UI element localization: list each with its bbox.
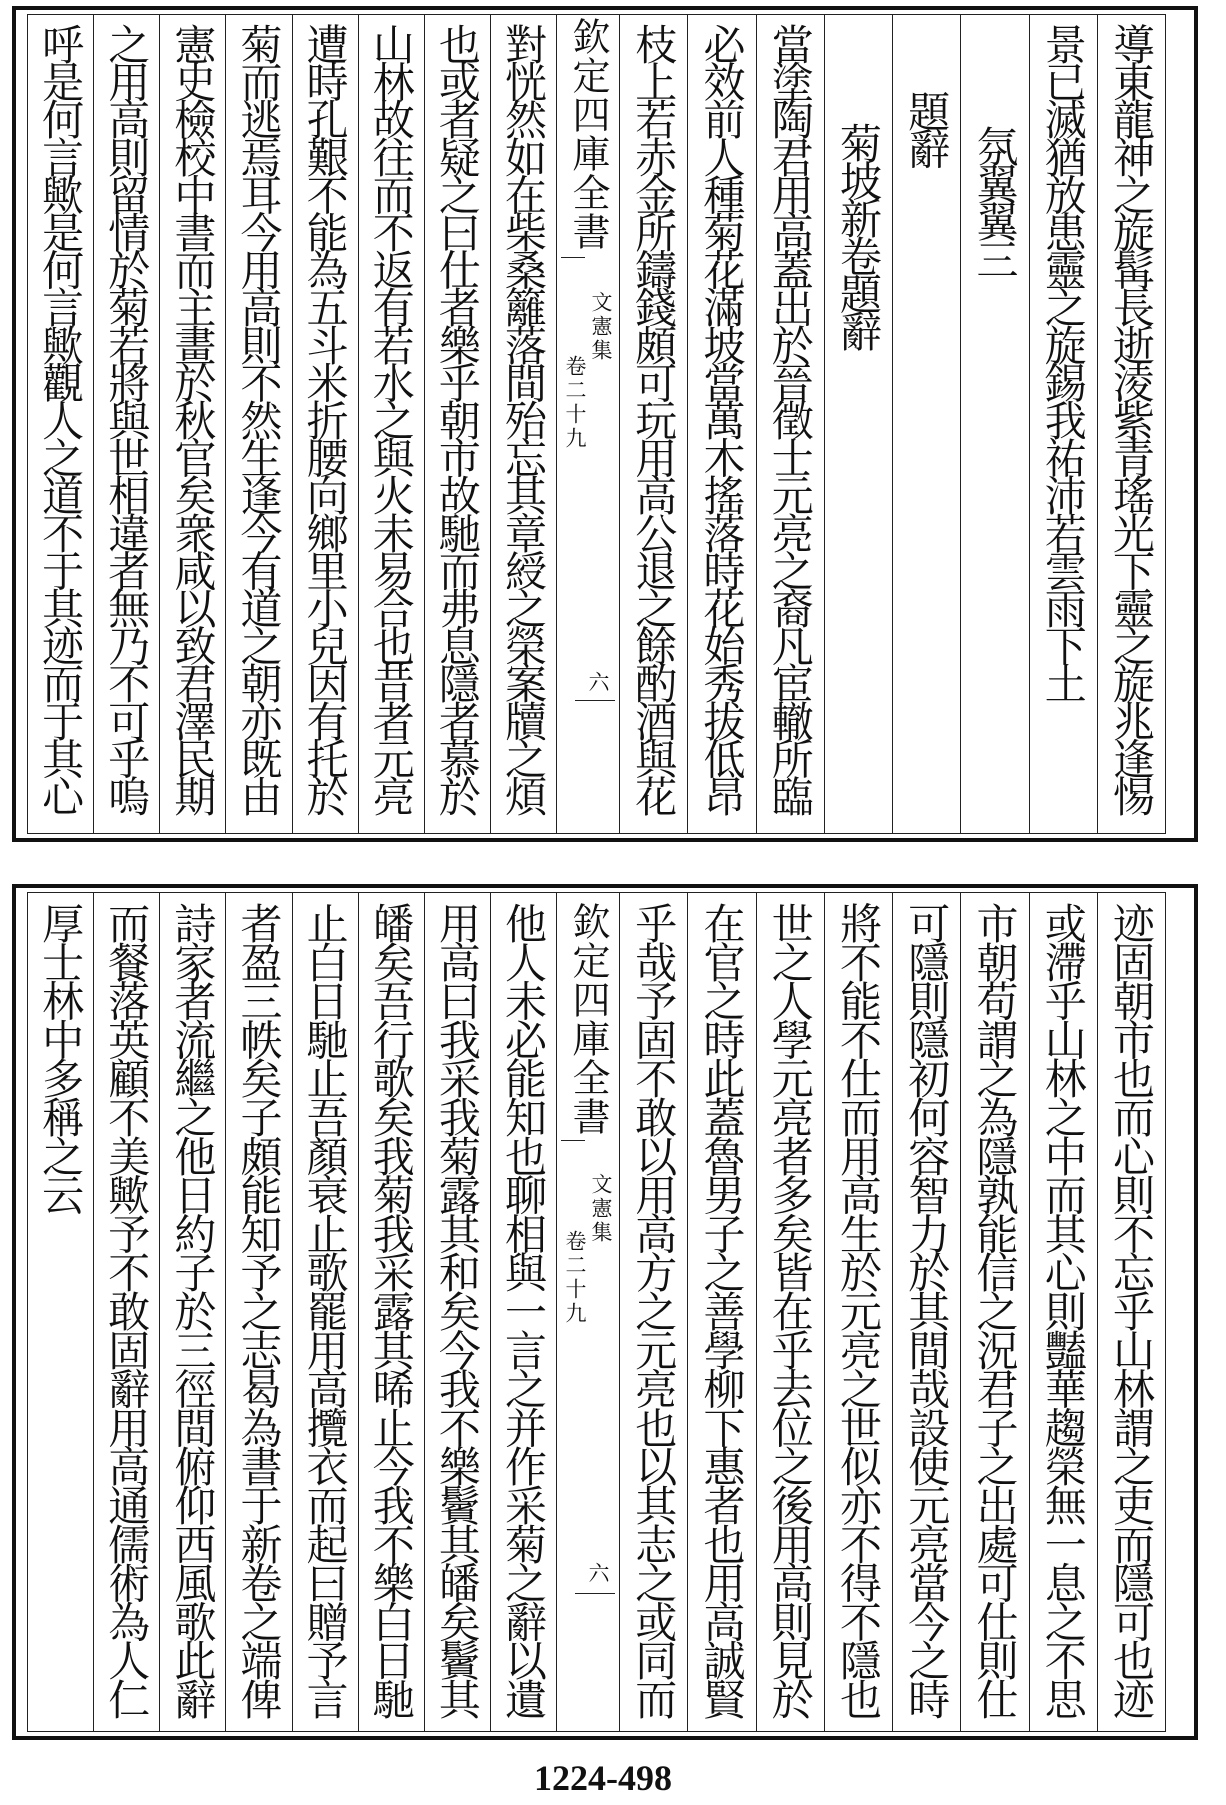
banxin-leaf-number: 六 [586, 671, 610, 695]
text-column: 或滯乎山林之中而其心則豔華趨榮無一息之不思 [1029, 893, 1097, 1731]
text-column: 厚士林中多稱之云 [36, 902, 86, 1213]
text-column: 氛翼翼三 [960, 15, 1028, 833]
text-column: 世之人學元亮者多矣皆在乎去位之後用高則見於 [756, 893, 824, 1731]
text-column: 而餐落英顧不美歟予不敢固辭用高通儒術為人仁 [93, 893, 159, 1731]
left-half-columns [28, 893, 556, 1731]
text-column: 對恍然如在柴桑籬落間殆忘其章綬之榮案牘之煩 [490, 15, 556, 833]
banxin-juan: 卷二十九 [563, 355, 587, 451]
right-half-columns [620, 15, 1165, 833]
text-column: 菊而逃焉耳今用高則不然生逢今有道之朝亦既由 [225, 15, 291, 833]
section-heading: 題辭 [892, 15, 960, 833]
text-column: 用高曰我采我菊露其和矣今我不樂鬢其皤矣鬢其 [424, 893, 490, 1731]
text-column: 在官之時此蓋魯男子之善學柳下惠者也用高誠賢 [687, 893, 755, 1731]
text-column: 可隱則隱初何容智力於其間哉設使元亮當今之時 [892, 893, 960, 1731]
banxin-book-title: 文憲集 [589, 291, 613, 363]
text-column: 也或者疑之曰仕者樂乎朝市故馳而弗息隱者慕於 [424, 15, 490, 833]
fishtail-line [575, 700, 615, 701]
fishtail-line [561, 1140, 585, 1141]
text-column: 者盈三帙矣子頗能知予之志曷為書于新卷之端俾 [225, 893, 291, 1731]
text-column: 他人未必能知也聊相與一言之并作采菊之辭以遺 [490, 893, 556, 1731]
page-number: 1224-498 [534, 1758, 672, 1798]
left-half-columns [28, 15, 556, 833]
fishtail-line [561, 257, 585, 258]
essay-title: 菊坡新卷題辭 [824, 15, 892, 833]
text-column: 景已滅猶放患靈之旋錫我祐沛若雲雨下土 [1029, 15, 1097, 833]
text-column: 當塗陶君用高蓋出於晉徵士元亮之裔凡宦轍所臨 [756, 15, 824, 833]
fishtail-line [575, 1593, 615, 1594]
text-block-top [27, 14, 1166, 834]
banxin-juan: 卷二十九 [563, 1230, 587, 1326]
text-column: 迹固朝市也而心則不忘乎山林謂之吏而隱可也迹 [1097, 893, 1165, 1731]
banxin-book-title: 文憲集 [589, 1173, 613, 1245]
text-column: 之用高則留情於菊若將與世相違者無乃不可乎嗚 [93, 15, 159, 833]
text-column: 山林故往而不返有若水之與火未易合也昔者元亮 [358, 15, 424, 833]
text-column: 憲史檢校中書而主畫於秋官矣衆咸以致君澤民期 [159, 15, 225, 833]
banxin-leaf-number: 六 [586, 1562, 610, 1586]
text-column: 止白日馳止吾顏衰止歌罷用高攬衣而起曰贈予言 [292, 893, 358, 1731]
right-half-columns [620, 893, 1165, 1731]
text-column: 皤矣吾行歌矣我菊我采露其晞止今我不樂白日馳 [358, 893, 424, 1731]
banxin [556, 15, 620, 833]
banxin-title: 欽定四庫全書 [566, 902, 610, 1136]
text-column: 枝上若赤金所鑄錢頗可玩用高公退之餘酌酒與花 [629, 23, 679, 813]
banxin-title: 欽定四庫全書 [566, 17, 610, 251]
text-column: 呼是何言歟是何言歟觀人之道不于其迹而于其心 [36, 23, 86, 813]
text-column: 必效前人種菊花滿坡當萬木搖落時花始秀拔低昂 [687, 15, 755, 833]
text-column: 詩家者流繼之他日約子於三徑間俯仰西風歌此辭 [159, 893, 225, 1731]
banxin [556, 893, 620, 1731]
text-column: 將不能不仕而用高生於元亮之世似亦不得不隱也 [824, 893, 892, 1731]
text-column: 乎哉予固不敢以用高方之元亮也以其志之或同而 [629, 902, 679, 1717]
text-column: 導東龍神之旋髯長逝淩紫青瑤光下靈之旋兆逢惕 [1097, 15, 1165, 833]
text-column: 遭時孔艱不能為五斗米折腰向鄉里小兒因有托於 [292, 15, 358, 833]
text-column: 市朝苟謂之為隱孰能信之況君子之出處可仕則仕 [960, 893, 1028, 1731]
text-block-bottom [27, 892, 1166, 1732]
